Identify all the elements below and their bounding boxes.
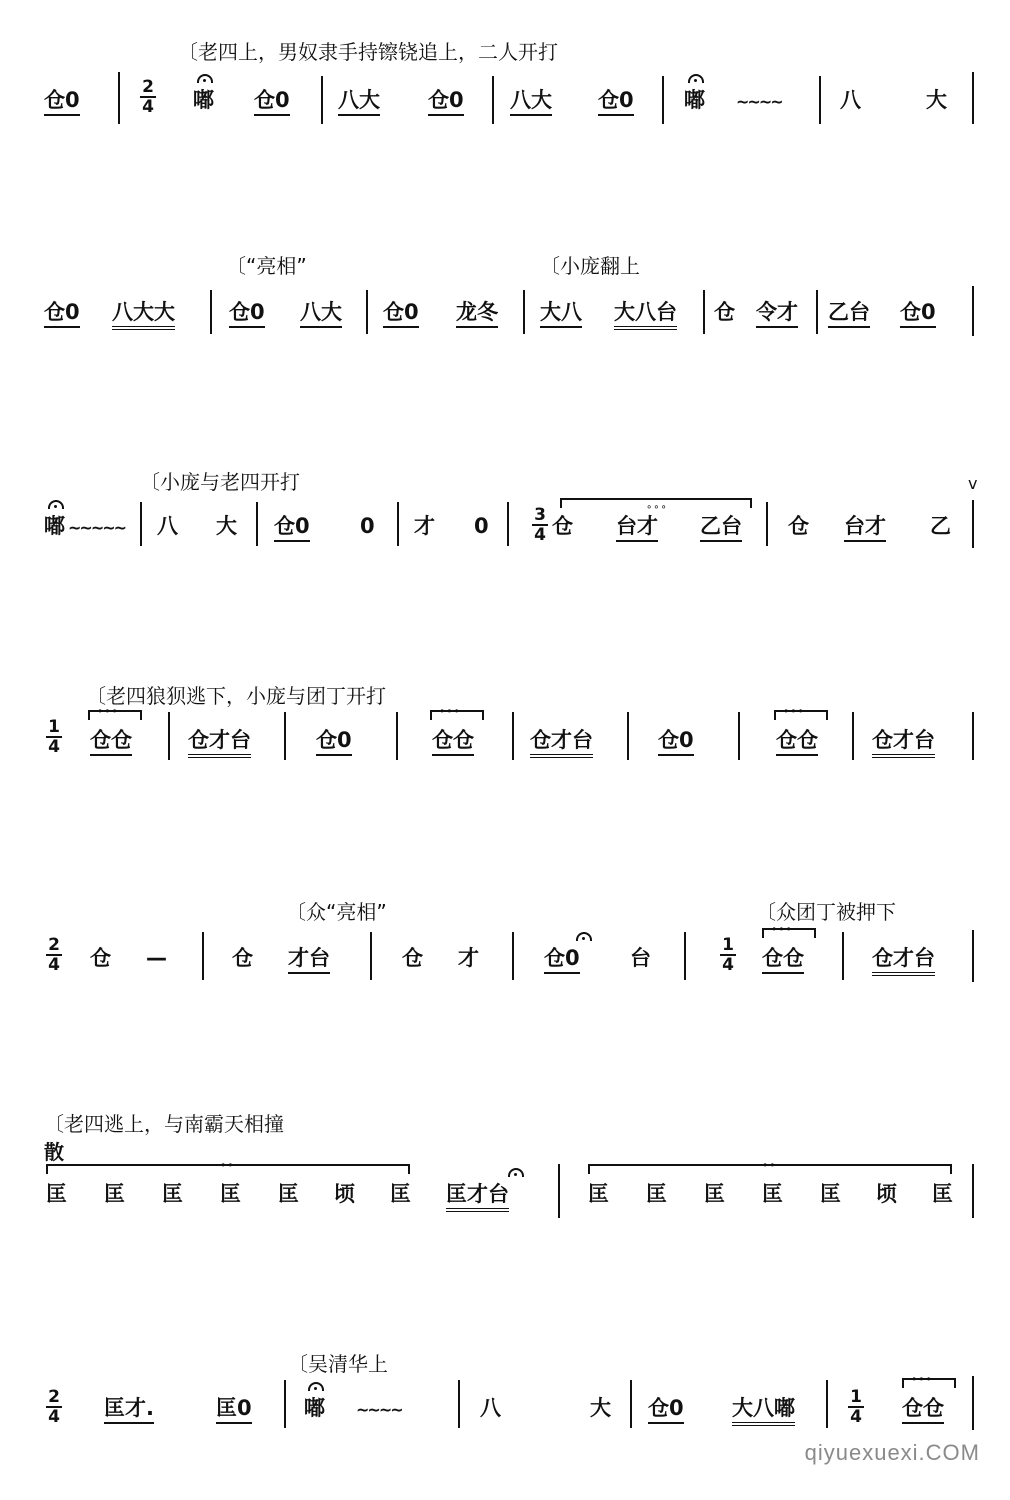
barline <box>816 290 818 334</box>
note-token: 仓仓 <box>432 728 474 756</box>
note-token: 匡才. <box>104 1396 154 1424</box>
barline <box>366 290 368 334</box>
time-signature <box>46 1388 62 1426</box>
note-token: 仓0 <box>383 300 419 328</box>
note-token: 0 <box>360 514 375 538</box>
barline <box>396 712 398 760</box>
note-token: 仓 <box>90 946 111 970</box>
note-token: 才 <box>458 946 479 970</box>
barline <box>684 932 686 980</box>
note-token: 仓0 <box>428 88 464 116</box>
barline <box>972 1164 974 1218</box>
note-token: 龙冬 <box>456 300 498 328</box>
fermata-icon <box>308 1382 324 1391</box>
stage-direction: 〔小庞与老四开打 <box>140 470 300 494</box>
note-token: 才 <box>414 514 435 538</box>
stage-direction: 〔众团丁被押下 <box>756 900 896 924</box>
note-token: 大 <box>590 1396 611 1420</box>
note-token: 仓仓 <box>776 728 818 756</box>
stage-direction: 〔众“亮相” <box>286 900 387 924</box>
note-token: 八 <box>480 1396 501 1420</box>
note-token: 大八 <box>540 300 582 328</box>
note-token: 匡 <box>932 1182 953 1206</box>
barline <box>630 1380 632 1428</box>
note-token: 仓0 <box>598 88 634 116</box>
note-token: 仓 <box>788 514 809 538</box>
tempo-marking: 散 <box>44 1140 64 1164</box>
stage-direction: 〔老四逃上，与南霸天相撞 <box>44 1112 284 1136</box>
note-token: 仓 <box>714 300 735 324</box>
barline <box>256 502 258 546</box>
barline <box>523 290 525 334</box>
note-token: 嘟 <box>684 88 705 112</box>
barline <box>202 932 204 980</box>
fermata-icon <box>197 74 213 83</box>
tremolo-icon: ~~~~~ <box>68 518 126 537</box>
barline <box>558 1164 560 1218</box>
barline <box>168 712 170 760</box>
note-token: 八大 <box>510 88 552 116</box>
note-token: 仓0 <box>544 946 580 974</box>
score-line-1 <box>0 0 1010 200</box>
note-token: 仓0 <box>900 300 936 328</box>
note-token: 仓 <box>552 514 573 538</box>
note-token: 大八嘟 <box>732 1396 795 1426</box>
time-sig-numerator: 2 <box>140 78 156 98</box>
note-token: 匡 <box>820 1182 841 1206</box>
time-sig-denominator: 4 <box>534 525 546 545</box>
ornament-dots: ∘∘∘ <box>646 502 668 513</box>
note-token: 仓才台 <box>530 728 593 758</box>
fermata-icon <box>508 1168 524 1177</box>
stage-direction: 〔“亮相” <box>226 254 307 278</box>
note-token: 匡 <box>104 1182 125 1206</box>
note-token: 大 <box>926 88 947 112</box>
ornament-dots: ∘∘∘ <box>771 924 793 935</box>
note-token: 嘟 <box>304 1396 325 1420</box>
time-signature <box>720 936 736 974</box>
time-sig-denominator: 4 <box>48 737 60 757</box>
tremolo-icon: ~~~~ <box>356 1400 402 1419</box>
ornament-dots: ∘∘ <box>220 1160 235 1171</box>
note-token: 仓0 <box>44 300 80 328</box>
note-token: 仓仓 <box>902 1396 944 1424</box>
note-token: 仓0 <box>274 514 310 542</box>
margin-mark: v <box>968 474 978 493</box>
note-token: 八大 <box>300 300 342 328</box>
barline <box>507 502 509 546</box>
barline <box>284 1380 286 1428</box>
score-line-4 <box>0 640 1010 840</box>
barline <box>972 286 974 336</box>
note-token: 仓0 <box>44 88 80 116</box>
note-token: 仓0 <box>316 728 352 756</box>
note-token: 顷 <box>334 1182 355 1206</box>
note-token: 仓仓 <box>762 946 804 974</box>
score-line-7 <box>0 1300 1010 1500</box>
note-token: 匡 <box>220 1182 241 1206</box>
time-signature <box>46 936 62 974</box>
fermata-icon <box>48 500 64 509</box>
time-sig-numerator: 3 <box>532 506 548 526</box>
score-line-5 <box>0 860 1010 1060</box>
barline <box>512 712 514 760</box>
barline <box>766 502 768 546</box>
barline <box>819 76 821 124</box>
barline <box>140 502 142 546</box>
note-token: 匡 <box>278 1182 299 1206</box>
ornament-dots: ∘∘∘ <box>911 1374 933 1385</box>
note-token: 乙 <box>930 514 951 538</box>
note-token: 匡 <box>390 1182 411 1206</box>
note-token: 令才 <box>756 300 798 328</box>
note-token: 嘟 <box>44 514 65 538</box>
note-token: 匡0 <box>216 1396 252 1424</box>
note-token: 匡 <box>704 1182 725 1206</box>
barline <box>662 76 664 124</box>
note-token: 嘟 <box>193 88 214 112</box>
note-token: 八 <box>157 514 178 538</box>
time-sig-denominator: 4 <box>850 1407 862 1427</box>
barline <box>972 1376 974 1430</box>
barline <box>852 712 854 760</box>
site-watermark: qiyuexuexi.COM <box>804 1440 980 1465</box>
barline <box>842 932 844 980</box>
note-token: 顷 <box>876 1182 897 1206</box>
barline <box>972 500 974 548</box>
time-sig-denominator: 4 <box>48 1407 60 1427</box>
time-signature <box>140 78 156 116</box>
barline <box>972 72 974 124</box>
barline <box>703 290 705 334</box>
time-signature <box>532 506 548 544</box>
barline <box>458 1380 460 1428</box>
tremolo-icon: ~~~~ <box>736 92 782 111</box>
note-token: 八大 <box>338 88 380 116</box>
note-token: 仓0 <box>254 88 290 116</box>
time-sig-denominator: 4 <box>722 955 734 975</box>
barline <box>210 290 212 334</box>
stage-direction: 〔小庞翻上 <box>540 254 640 278</box>
note-token: 匡 <box>162 1182 183 1206</box>
barline <box>826 1380 828 1428</box>
barline <box>972 712 974 760</box>
note-token: 仓才台 <box>188 728 251 758</box>
note-token: 匡 <box>588 1182 609 1206</box>
fermata-icon <box>576 932 592 941</box>
score-line-6 <box>0 1090 1010 1290</box>
time-signature <box>848 1388 864 1426</box>
barline <box>284 712 286 760</box>
note-token: 0 <box>474 514 489 538</box>
note-token: 大 <box>216 514 237 538</box>
note-token: 乙台 <box>700 514 742 542</box>
note-token: — <box>146 946 167 970</box>
note-token: 匡 <box>762 1182 783 1206</box>
note-token: 乙台 <box>828 300 870 328</box>
time-sig-numerator: 1 <box>46 718 62 738</box>
time-sig-numerator: 1 <box>720 936 736 956</box>
note-token: 仓0 <box>658 728 694 756</box>
score-line-2 <box>0 210 1010 410</box>
note-token: 仓0 <box>648 1396 684 1424</box>
note-token: 台才 <box>844 514 886 542</box>
fermata-icon <box>688 74 704 83</box>
note-token: 匡 <box>646 1182 667 1206</box>
note-token: 仓0 <box>229 300 265 328</box>
note-token: 仓 <box>232 946 253 970</box>
barline <box>118 72 120 124</box>
note-token: 匡才台 <box>446 1182 509 1212</box>
time-sig-numerator: 2 <box>46 936 62 956</box>
note-token: 仓才台 <box>872 946 935 976</box>
note-token: 台才 <box>616 514 658 542</box>
note-token: 仓才台 <box>872 728 935 758</box>
barline <box>370 932 372 980</box>
time-signature <box>46 718 62 756</box>
score-line-3 <box>0 420 1010 620</box>
ornament-dots: ∘∘∘ <box>439 706 461 717</box>
time-sig-numerator: 2 <box>46 1388 62 1408</box>
time-sig-numerator: 1 <box>848 1388 864 1408</box>
barline <box>972 930 974 982</box>
ornament-dots: ∘∘ <box>762 1160 777 1171</box>
note-token: 八大大 <box>112 300 175 330</box>
note-token: 台 <box>630 946 651 970</box>
note-token: 仓 <box>402 946 423 970</box>
time-sig-denominator: 4 <box>48 955 60 975</box>
note-token: 八 <box>840 88 861 112</box>
time-sig-denominator: 4 <box>142 97 154 117</box>
barline <box>397 502 399 546</box>
stage-direction: 〔老四狼狈逃下，小庞与团丁开打 <box>86 684 386 708</box>
stage-direction: 〔老四上，男奴隶手持镲铙追上，二人开打 <box>178 40 558 64</box>
note-token: 大八台 <box>614 300 677 330</box>
ornament-dots: ∘∘∘ <box>783 706 805 717</box>
barline <box>627 712 629 760</box>
barline <box>492 76 494 124</box>
stage-direction: 〔吴清华上 <box>288 1352 388 1376</box>
note-token: 才台 <box>288 946 330 974</box>
ornament-dots: ∘∘∘ <box>97 706 119 717</box>
barline <box>738 712 740 760</box>
barline <box>321 76 323 124</box>
note-token: 仓仓 <box>90 728 132 756</box>
barline <box>512 932 514 980</box>
note-token: 匡 <box>46 1182 67 1206</box>
